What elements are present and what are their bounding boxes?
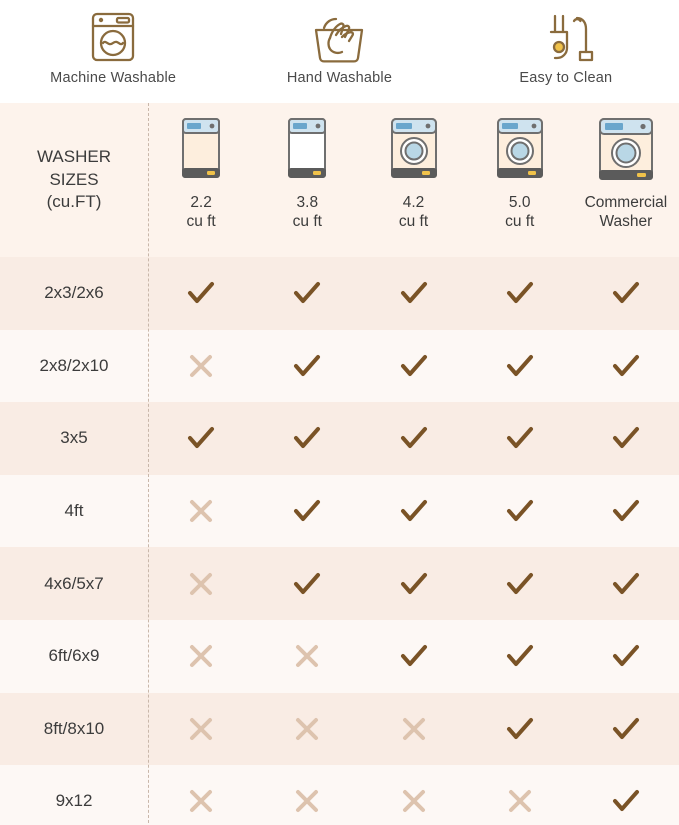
cell-mark xyxy=(148,620,254,693)
cell-mark xyxy=(360,765,466,825)
check-icon xyxy=(609,421,643,455)
cell-mark xyxy=(573,257,679,330)
comparison-table xyxy=(0,103,679,825)
check-icon xyxy=(397,349,431,383)
table-row xyxy=(0,330,679,403)
cell-mark xyxy=(254,257,360,330)
cross-icon xyxy=(397,784,431,818)
check-icon xyxy=(609,276,643,310)
row-size-label: 9x12 xyxy=(55,791,93,811)
cell-mark xyxy=(360,547,466,620)
check-icon xyxy=(397,494,431,528)
table-row xyxy=(0,475,679,548)
cell-mark xyxy=(254,765,360,825)
check-icon xyxy=(290,494,324,528)
hand-wash-icon xyxy=(306,6,372,68)
column-header-label: 2.2 cu ft xyxy=(186,194,216,231)
cell-mark xyxy=(467,330,573,403)
commercial-washer-icon xyxy=(595,113,657,189)
cell-mark xyxy=(148,475,254,548)
cell-mark xyxy=(148,693,254,766)
row-size-label: 3x5 xyxy=(60,428,88,448)
cell-mark xyxy=(467,402,573,475)
cross-icon xyxy=(184,349,218,383)
check-icon xyxy=(503,639,537,673)
column-header-label: 3.8 cu ft xyxy=(292,194,322,231)
table-header-row xyxy=(0,103,679,257)
top-load-washer-icon xyxy=(176,113,226,189)
feature-hand-washable xyxy=(226,6,452,86)
cell-mark xyxy=(360,330,466,403)
table-row xyxy=(0,693,679,766)
vacuum-cleaner-icon xyxy=(533,6,599,68)
column-header-label: 5.0 cu ft xyxy=(505,194,535,231)
cell-mark xyxy=(360,693,466,766)
cell-mark xyxy=(573,330,679,403)
column-header-label: Commercial Washer xyxy=(584,194,668,231)
feature-label: Hand Washable xyxy=(286,70,393,86)
cell-mark xyxy=(254,330,360,403)
cell-mark xyxy=(148,402,254,475)
feature-machine-washable xyxy=(0,6,226,86)
check-icon xyxy=(609,567,643,601)
column-header-3-8 xyxy=(254,103,360,257)
row-size-label: 2x8/2x10 xyxy=(39,355,109,375)
cell-mark xyxy=(254,620,360,693)
table-row xyxy=(0,620,679,693)
corner-title xyxy=(0,103,148,257)
column-header-label: 4.2 cu ft xyxy=(398,194,429,231)
column-header-commercial xyxy=(573,103,679,257)
check-icon xyxy=(290,567,324,601)
check-icon xyxy=(184,421,218,455)
check-icon xyxy=(609,639,643,673)
cell-mark xyxy=(148,257,254,330)
check-icon xyxy=(397,276,431,310)
check-icon xyxy=(609,349,643,383)
cell-mark xyxy=(360,620,466,693)
cell-mark xyxy=(254,547,360,620)
cell-mark xyxy=(467,620,573,693)
cell-mark xyxy=(360,257,466,330)
top-load-washer-icon xyxy=(282,113,332,189)
cell-mark xyxy=(254,475,360,548)
cross-icon xyxy=(184,784,218,818)
check-icon xyxy=(609,712,643,746)
cross-icon xyxy=(184,639,218,673)
column-header-2-2 xyxy=(148,103,254,257)
cell-mark xyxy=(467,475,573,548)
check-icon xyxy=(503,349,537,383)
check-icon xyxy=(397,639,431,673)
check-icon xyxy=(609,494,643,528)
column-header-5-0 xyxy=(467,103,573,257)
row-size-label: 4x6/5x7 xyxy=(44,573,104,593)
check-icon xyxy=(503,567,537,601)
front-load-washer-icon xyxy=(386,113,442,189)
cell-mark xyxy=(360,475,466,548)
check-icon xyxy=(290,421,324,455)
check-icon xyxy=(503,712,537,746)
check-icon xyxy=(290,276,324,310)
cell-mark xyxy=(573,402,679,475)
cell-mark xyxy=(467,693,573,766)
washing-machine-icon xyxy=(81,6,145,68)
cell-mark xyxy=(254,402,360,475)
feature-label: Machine Washable xyxy=(50,70,177,86)
feature-label: Easy to Clean xyxy=(519,70,613,86)
cross-icon xyxy=(184,567,218,601)
cell-mark xyxy=(573,547,679,620)
column-header-4-2 xyxy=(360,103,466,257)
check-icon xyxy=(290,349,324,383)
cell-mark xyxy=(467,257,573,330)
cell-mark xyxy=(467,547,573,620)
cell-mark xyxy=(148,547,254,620)
cross-icon xyxy=(290,784,324,818)
corner-line-1: WASHER xyxy=(37,147,111,167)
check-icon xyxy=(397,421,431,455)
check-icon xyxy=(184,276,218,310)
check-icon xyxy=(609,784,643,818)
row-size-label: 8ft/8x10 xyxy=(43,718,105,738)
row-size-label: 6ft/6x9 xyxy=(48,646,100,666)
column-divider xyxy=(148,103,149,825)
check-icon xyxy=(397,567,431,601)
corner-line-2: SIZES xyxy=(49,169,99,189)
corner-line-3: (cu.FT) xyxy=(46,192,102,212)
feature-row xyxy=(0,0,679,103)
cell-mark xyxy=(360,402,466,475)
table-row xyxy=(0,257,679,330)
cross-icon xyxy=(184,494,218,528)
cross-icon xyxy=(397,712,431,746)
check-icon xyxy=(503,276,537,310)
row-size-label: 4ft xyxy=(64,501,84,521)
front-load-washer-icon xyxy=(492,113,548,189)
check-icon xyxy=(503,421,537,455)
cell-mark xyxy=(467,765,573,825)
cell-mark xyxy=(573,765,679,825)
cross-icon xyxy=(290,712,324,746)
cell-mark xyxy=(254,693,360,766)
row-size-label: 2x3/2x6 xyxy=(44,283,104,303)
table-row xyxy=(0,547,679,620)
cross-icon xyxy=(184,712,218,746)
cross-icon xyxy=(290,639,324,673)
table-row xyxy=(0,402,679,475)
cell-mark xyxy=(573,475,679,548)
feature-easy-to-clean xyxy=(453,6,679,86)
cross-icon xyxy=(503,784,537,818)
check-icon xyxy=(503,494,537,528)
table-row xyxy=(0,765,679,825)
cell-mark xyxy=(573,693,679,766)
cell-mark xyxy=(148,765,254,825)
cell-mark xyxy=(573,620,679,693)
cell-mark xyxy=(148,330,254,403)
